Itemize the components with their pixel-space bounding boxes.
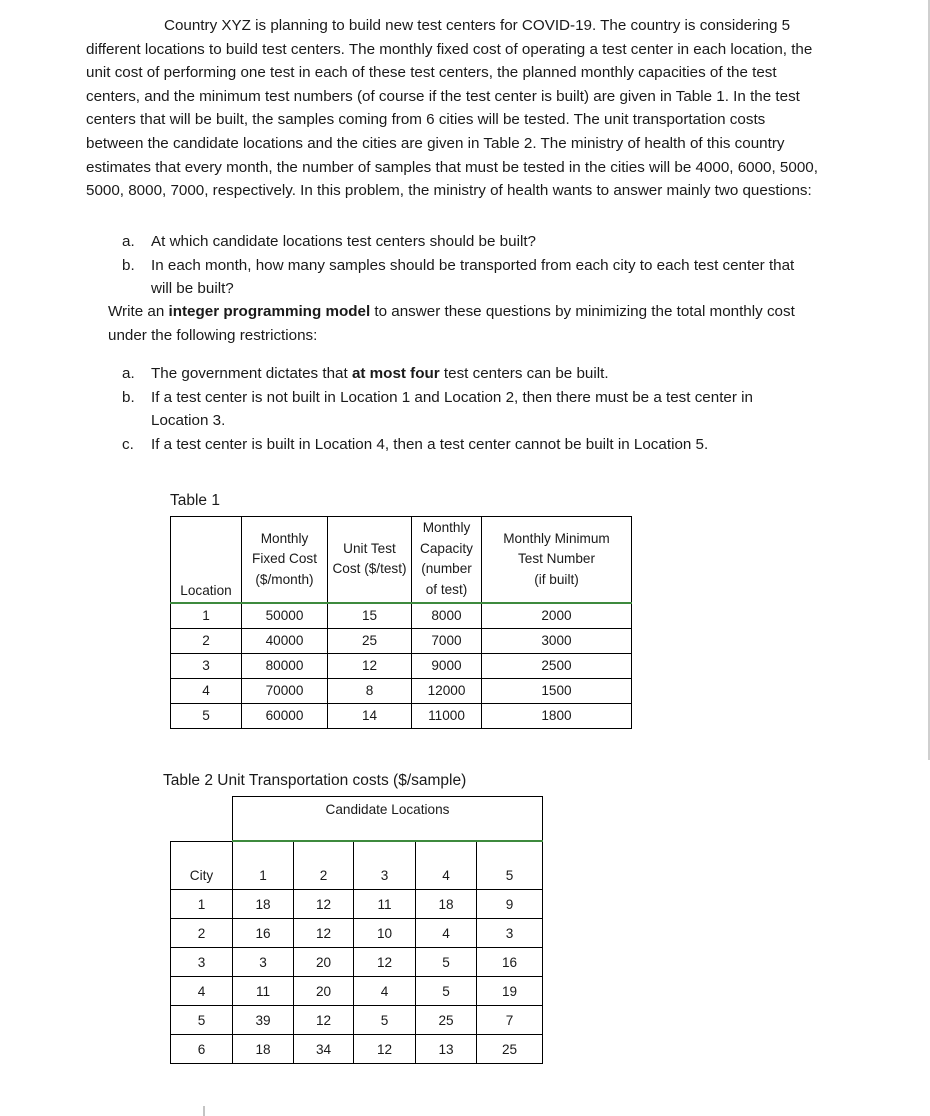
list-marker: b. <box>122 388 135 406</box>
list-marker: b. <box>122 256 135 274</box>
cell-capacity: 12000 <box>412 678 482 703</box>
cell-city: 3 <box>171 948 233 977</box>
header-minimum: Monthly Minimum Test Number (if built) <box>482 517 632 603</box>
question-list <box>120 230 810 301</box>
list-marker: a. <box>122 365 135 382</box>
cell-unit-cost: 14 <box>328 703 412 728</box>
cell-fixed-cost: 50000 <box>242 603 328 629</box>
cell-cost: 12 <box>354 948 416 977</box>
cell-city: 5 <box>171 1006 233 1035</box>
cell-unit-cost: 8 <box>328 678 412 703</box>
table2-corner <box>171 797 233 842</box>
table-row <box>171 1006 543 1035</box>
cell-minimum: 3000 <box>482 628 632 653</box>
cell-unit-cost: 15 <box>328 603 412 629</box>
page-mark <box>203 1106 205 1116</box>
cell-cost: 16 <box>233 919 294 948</box>
cell-fixed-cost: 60000 <box>242 703 328 728</box>
cell-cost: 39 <box>233 1006 294 1035</box>
table1-caption: Table 1 <box>170 492 220 509</box>
cell-cost: 34 <box>294 1035 354 1064</box>
cell-cost: 10 <box>354 919 416 948</box>
cell-fixed-cost: 70000 <box>242 678 328 703</box>
cell-fixed-cost: 40000 <box>242 628 328 653</box>
cell-cost: 20 <box>294 977 354 1006</box>
table-row <box>171 628 632 653</box>
cell-cost: 3 <box>477 919 543 948</box>
cell-cost: 7 <box>477 1006 543 1035</box>
header-location-3: 3 <box>354 841 416 890</box>
cell-cost: 5 <box>416 977 477 1006</box>
cell-cost: 9 <box>477 890 543 919</box>
cell-minimum: 2000 <box>482 603 632 629</box>
cell-cost: 4 <box>416 919 477 948</box>
table-row <box>171 703 632 728</box>
header-fixed-cost: Monthly Fixed Cost ($/month) <box>242 517 328 603</box>
cell-cost: 20 <box>294 948 354 977</box>
cell-location: 1 <box>171 603 242 629</box>
header-capacity: Monthly Capacity (number of test) <box>412 517 482 603</box>
list-marker: c. <box>122 435 134 453</box>
header-location-5: 5 <box>477 841 543 890</box>
cell-fixed-cost: 80000 <box>242 653 328 678</box>
header-location-4: 4 <box>416 841 477 890</box>
cell-cost: 18 <box>416 890 477 919</box>
cell-location: 5 <box>171 703 242 728</box>
cell-minimum: 1800 <box>482 703 632 728</box>
table-row <box>171 919 543 948</box>
instruction-emphasis: integer programming model <box>168 303 371 320</box>
cell-cost: 11 <box>233 977 294 1006</box>
header-location-2: 2 <box>294 841 354 890</box>
cell-cost: 12 <box>354 1035 416 1064</box>
cell-cost: 25 <box>416 1006 477 1035</box>
cell-capacity: 11000 <box>412 703 482 728</box>
cell-capacity: 8000 <box>412 603 482 629</box>
cell-minimum: 1500 <box>482 678 632 703</box>
table2 <box>170 796 543 1064</box>
cell-minimum: 2500 <box>482 653 632 678</box>
header-city: City <box>171 841 233 890</box>
header-candidate-locations: Candidate Locations <box>233 797 543 842</box>
restriction-item: a. The government dictates that at most four test centers can be built. <box>120 362 810 386</box>
table-row <box>171 603 632 629</box>
question-item <box>120 254 810 301</box>
cell-cost: 11 <box>354 890 416 919</box>
list-marker: a. <box>122 233 135 250</box>
table-row <box>171 678 632 703</box>
cell-cost: 12 <box>294 890 354 919</box>
cell-capacity: 7000 <box>412 628 482 653</box>
cell-unit-cost: 12 <box>328 653 412 678</box>
instruction: Write an integer programming model to answer these questions by minimizing the total monthly cost under the following restrictions: <box>108 303 795 344</box>
header-location-1: 1 <box>233 841 294 890</box>
cell-city: 2 <box>171 919 233 948</box>
restriction-emphasis: at most four <box>351 365 440 382</box>
table-row <box>171 1035 543 1064</box>
table-row <box>171 977 543 1006</box>
table1 <box>170 516 632 729</box>
restriction-list <box>120 362 810 456</box>
cell-capacity: 9000 <box>412 653 482 678</box>
cell-cost: 19 <box>477 977 543 1006</box>
cell-location: 2 <box>171 628 242 653</box>
cell-location: 3 <box>171 653 242 678</box>
cell-cost: 25 <box>477 1035 543 1064</box>
question-text: At which candidate locations test centers should be built? <box>151 233 536 250</box>
cell-cost: 12 <box>294 919 354 948</box>
restriction-item: c. If a test center is built in Location 4, then a test center cannot be built in Location 5. <box>120 433 810 457</box>
cell-cost: 18 <box>233 1035 294 1064</box>
question-item <box>120 230 810 254</box>
question-text: In each month, how many samples should be transported from each city to each test center that will be built? <box>151 256 795 298</box>
cell-cost: 5 <box>354 1006 416 1035</box>
table-row <box>171 653 632 678</box>
cell-cost: 13 <box>416 1035 477 1064</box>
problem-intro: Country XYZ is planning to build new test centers for COVID-19. The country is considering 5 different locations to build test centers. The monthly fixed cost of operating a test center in each location, the unit cost of performing one test in each of these test centers, the planned monthly capacities of the test centers, and the minimum test numbers (of course if the test center is built) are given in Table 1. In the test centers that will be built, the samples coming from 6 cities will be tested. The unit transportation costs between the candidate locations and the cities are given in Table 2. The ministry of health of this country estimates that every month, the number of samples that must be tested in the cities will be 4000, 6000, 5000, 5000, 8000, 7000, respectively. In this problem, the ministry of health wants to answer mainly two questions: <box>86 17 818 200</box>
header-unit-cost: Unit Test Cost ($/test) <box>328 517 412 603</box>
table-row <box>171 890 543 919</box>
cell-city: 4 <box>171 977 233 1006</box>
cell-cost: 4 <box>354 977 416 1006</box>
cell-cost: 18 <box>233 890 294 919</box>
cell-cost: 3 <box>233 948 294 977</box>
cell-cost: 12 <box>294 1006 354 1035</box>
header-location: Location <box>171 517 242 603</box>
cell-location: 4 <box>171 678 242 703</box>
restriction-item: b. If a test center is not built in Location 1 and Location 2, then there must be a test center in Location 3. <box>120 386 810 433</box>
table-row <box>171 948 543 977</box>
cell-cost: 16 <box>477 948 543 977</box>
cell-unit-cost: 25 <box>328 628 412 653</box>
table2-caption: Table 2 Unit Transportation costs ($/sample) <box>163 772 467 789</box>
cell-cost: 5 <box>416 948 477 977</box>
cell-city: 6 <box>171 1035 233 1064</box>
table2-header-row <box>171 841 543 890</box>
cell-city: 1 <box>171 890 233 919</box>
